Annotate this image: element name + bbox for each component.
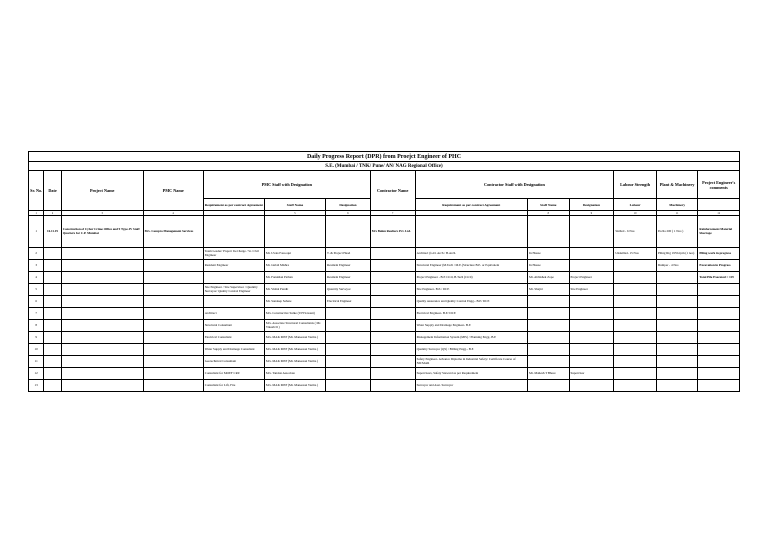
- sr-no-cell: 13: [29, 380, 44, 392]
- sr-no-cell: 2: [29, 248, 44, 260]
- labour-cell: Skilled - 6 Nos: [614, 216, 657, 248]
- table-row: [29, 248, 740, 260]
- pmc-requirement-cell: Architect: [203, 308, 264, 320]
- column-index-cell: 10: [614, 211, 657, 216]
- contractor-designation-cell: [569, 344, 614, 356]
- header-machinery: Machinery: [656, 199, 698, 211]
- contractor-name-cell: [370, 260, 415, 272]
- pmc-name-cell: [143, 260, 203, 272]
- date-cell: [44, 248, 61, 260]
- header-blank: [698, 199, 740, 211]
- contractor-designation-cell: [569, 380, 614, 392]
- column-index-cell: 12: [698, 211, 740, 216]
- column-index-cell: 8: [528, 211, 570, 216]
- column-index-cell: 4: [143, 211, 203, 216]
- labour-cell: [614, 260, 657, 272]
- contractor-staff-name-cell: [528, 380, 570, 392]
- contractor-staff-name-cell: In House: [528, 260, 570, 272]
- report-subtitle: S.E. (Mumbai / TNK/ Pune/ AN/ NAG Regional Office): [29, 162, 740, 171]
- contractor-name-cell: [370, 320, 415, 332]
- project-name-cell: [61, 344, 143, 356]
- labour-cell: [614, 368, 657, 380]
- contractor-requirement-cell: Quantity Surveyor (QS) / Billing Engg.- B.E: [415, 344, 527, 356]
- pmc-designation-cell: Electrical Engineer: [326, 296, 371, 308]
- date-cell: [44, 320, 61, 332]
- pmc-name-cell: [143, 344, 203, 356]
- pmc-designation-cell: [326, 320, 371, 332]
- machinery-cell: [656, 272, 698, 284]
- contractor-staff-name-cell: In House: [528, 248, 570, 260]
- header-contractor-staff: Contractor Staff with Designation: [415, 171, 614, 199]
- project-name-cell: [61, 260, 143, 272]
- pmc-designation-cell: [326, 356, 371, 368]
- header-designation-contractor: Designation: [569, 199, 614, 211]
- header-project-name: Project Name: [61, 171, 143, 211]
- pmc-designation-cell: T. & Project Head: [326, 248, 371, 260]
- sr-no-cell: 10: [29, 344, 44, 356]
- pmc-name-cell: [143, 368, 203, 380]
- contractor-staff-name-cell: Mr. Abhishek Zope: [528, 272, 570, 284]
- contractor-requirement-cell: Water Supply and Drainage Engineer- B.E: [415, 320, 527, 332]
- date-cell: [44, 284, 61, 296]
- column-index-cell: 5: [264, 211, 325, 216]
- table-row: [29, 380, 740, 392]
- labour-cell: [614, 344, 657, 356]
- pe-comments-cell: [698, 356, 740, 368]
- column-index-cell: 3: [61, 211, 143, 216]
- header-sr-no: Sr. No.: [29, 171, 44, 211]
- table-row: [29, 368, 740, 380]
- contractor-designation-cell: [569, 260, 614, 272]
- contractor-requirement-cell: Management Information System (MIS) / Planning Engg- B.E: [415, 332, 527, 344]
- pe-comments-cell: Excavation in Progress: [698, 260, 740, 272]
- pe-comments-cell: [698, 344, 740, 356]
- pmc-designation-cell: [326, 216, 371, 248]
- contractor-name-cell: [370, 272, 415, 284]
- sr-no-cell: 11: [29, 356, 44, 368]
- project-name-cell: [61, 356, 143, 368]
- contractor-name-cell: [370, 356, 415, 368]
- date-cell: [44, 260, 61, 272]
- project-name-cell: [61, 308, 143, 320]
- pe-comments-cell: Total Pile Executed = 119: [698, 272, 740, 284]
- machinery-cell: [656, 320, 698, 332]
- machinery-cell: [656, 368, 698, 380]
- pe-comments-cell: [698, 380, 740, 392]
- header-pe-comments: Project Engineer's comments: [698, 171, 740, 199]
- contractor-name-cell: [370, 308, 415, 320]
- pmc-staff-name-cell: M/s. MAK MEP (Mr. Maneesan Varma ): [264, 344, 325, 356]
- pe-comments-cell: [698, 296, 740, 308]
- header-req-agreement-contractor: Requirement as per contract Agreement: [415, 199, 527, 211]
- pmc-staff-name-cell: M/s. Tandon Associate: [264, 368, 325, 380]
- contractor-requirement-cell: [415, 216, 527, 248]
- contractor-designation-cell: [569, 332, 614, 344]
- pmc-requirement-cell: Resident Engineer: [203, 260, 264, 272]
- sr-no-cell: 1: [29, 216, 44, 248]
- pmc-name-cell: [143, 308, 203, 320]
- contractor-staff-name-cell: [528, 296, 570, 308]
- pmc-requirement-cell: Water Supply and Drainage Consultant: [203, 344, 264, 356]
- date-cell: [44, 344, 61, 356]
- pmc-designation-cell: [326, 344, 371, 356]
- contractor-designation-cell: Site Engineer: [569, 284, 614, 296]
- date-cell: [44, 332, 61, 344]
- pe-comments-cell: [698, 308, 740, 320]
- pmc-designation-cell: [326, 308, 371, 320]
- labour-cell: Unskilled- 15 Nos: [614, 248, 657, 260]
- contractor-staff-name-cell: Mr. Shajid: [528, 284, 570, 296]
- column-index-cell: 7: [370, 211, 415, 216]
- contractor-staff-name-cell: [528, 344, 570, 356]
- contractor-name-cell: [370, 284, 415, 296]
- column-index-cell: 11: [656, 211, 698, 216]
- labour-cell: [614, 356, 657, 368]
- dpr-table: [28, 151, 740, 392]
- contractor-designation-cell: Project Engineer: [569, 272, 614, 284]
- contractor-requirement-cell: Site Engineer- B.E./ DCE: [415, 284, 527, 296]
- machinery-cell: [656, 380, 698, 392]
- contractor-requirement-cell: Architect (G.D. Arch / B.Arch.: [415, 248, 527, 260]
- sr-no-cell: 4: [29, 272, 44, 284]
- contractor-designation-cell: [569, 356, 614, 368]
- pmc-staff-name-cell: Mr. Vishal Pandit: [264, 284, 325, 296]
- contractor-designation-cell: [569, 308, 614, 320]
- table-row: [29, 320, 740, 332]
- contractor-designation-cell: [569, 248, 614, 260]
- contractor-designation-cell: [569, 320, 614, 332]
- machinery-cell: Piling Rig 1955crpm (1 nos): [656, 248, 698, 260]
- project-name-cell: [61, 296, 143, 308]
- pmc-staff-name-cell: Mr. Farukhan Pathan: [264, 272, 325, 284]
- sr-no-cell: 3: [29, 260, 44, 272]
- pmc-name-cell: [143, 296, 203, 308]
- pmc-name-cell: [143, 284, 203, 296]
- pmc-requirement-cell: [203, 216, 264, 248]
- labour-cell: [614, 272, 657, 284]
- contractor-designation-cell: [569, 216, 614, 248]
- project-name-cell: Construction of Cyber Crime Office and 9 Type-IV Staff Quarters for C.P. Mumbai: [61, 216, 143, 248]
- table-row: [29, 216, 740, 248]
- column-index-cell: 2: [44, 211, 61, 216]
- table-row: [29, 356, 740, 368]
- project-name-cell: [61, 320, 143, 332]
- date-cell: [44, 308, 61, 320]
- contractor-requirement-cell: Electrical Engineer- B.E/ DCE: [415, 308, 527, 320]
- pmc-requirement-cell: Team Leader/ Project In-Charge / Sr. Civil Engineer: [203, 248, 264, 260]
- pmc-staff-name-cell: M/s. MAK MEP (Mr. Maneesan Varma ): [264, 380, 325, 392]
- pmc-name-cell: [143, 248, 203, 260]
- project-name-cell: [61, 332, 143, 344]
- sr-no-cell: 7: [29, 308, 44, 320]
- pmc-designation-cell: [326, 332, 371, 344]
- contractor-designation-cell: [569, 296, 614, 308]
- labour-cell: [614, 380, 657, 392]
- machinery-cell: [656, 284, 698, 296]
- contractor-name-cell: [370, 248, 415, 260]
- project-name-cell: [61, 272, 143, 284]
- column-index-cell: 9: [569, 211, 614, 216]
- contractor-staff-name-cell: [528, 356, 570, 368]
- pmc-designation-cell: Resident Engineer: [326, 260, 371, 272]
- pmc-name-cell: M/s. Compro Management Services: [143, 216, 203, 248]
- sr-no-cell: 12: [29, 368, 44, 380]
- pmc-designation-cell: Resident Engineer: [326, 272, 371, 284]
- table-row: [29, 260, 740, 272]
- sr-no-cell: 6: [29, 296, 44, 308]
- contractor-requirement-cell: Surveyor and Asst. Surveyor: [415, 380, 527, 392]
- contractor-staff-name-cell: [528, 308, 570, 320]
- header-staff-name-contractor: Staff Name: [528, 199, 570, 211]
- pe-comments-cell: [698, 284, 740, 296]
- table-row: [29, 332, 740, 344]
- contractor-staff-name-cell: [528, 216, 570, 248]
- contractor-name-cell: [370, 344, 415, 356]
- header-designation: Designation: [326, 199, 371, 211]
- pmc-name-cell: [143, 272, 203, 284]
- column-index-cell: 1: [29, 211, 44, 216]
- header-req-agreement: Requirement as per contract Agreement: [203, 199, 264, 211]
- project-name-cell: [61, 284, 143, 296]
- pe-comments-cell: Piling work in progress: [698, 248, 740, 260]
- pmc-staff-name-cell: M/s. MAK MEP (Mr. Maneesan Varma ): [264, 332, 325, 344]
- pe-comments-cell: [698, 320, 740, 332]
- table-row: [29, 284, 740, 296]
- machinery-cell: [656, 332, 698, 344]
- machinery-cell: [656, 296, 698, 308]
- contractor-staff-name-cell: [528, 320, 570, 332]
- pe-comments-cell: Reinforcement Material Shortage: [698, 216, 740, 248]
- report-title: Daily Progress Report (DPR) from Proejct Engineer of PHC: [29, 152, 740, 162]
- pe-comments-cell: [698, 368, 740, 380]
- labour-cell: [614, 332, 657, 344]
- contractor-requirement-cell: Supervisors, Safety Steward as per Requirement: [415, 368, 527, 380]
- machinery-cell: [656, 356, 698, 368]
- pmc-designation-cell: [326, 380, 371, 392]
- machinery-cell: Dumper - 4 Nos: [656, 260, 698, 272]
- contractor-requirement-cell: Structural Engineer (M.Tech / M.E.(Structure B.E. or Equivalent: [415, 260, 527, 272]
- date-cell: 16.11.19: [44, 216, 61, 248]
- pmc-staff-name-cell: Mr. Sandeep Sahare: [264, 296, 325, 308]
- header-contractor-name: Contractor Name: [370, 171, 415, 211]
- date-cell: [44, 296, 61, 308]
- project-name-cell: [61, 380, 143, 392]
- header-labour-strength: Labour Strength: [614, 171, 657, 199]
- project-name-cell: [61, 248, 143, 260]
- contractor-name-cell: [370, 368, 415, 380]
- pmc-staff-name-cell: M/s. MAK MEP (Mr. Maneesan Varma ): [264, 356, 325, 368]
- pmc-designation-cell: Quantity Surveyor: [326, 284, 371, 296]
- pmc-name-cell: [143, 332, 203, 344]
- pmc-requirement-cell: Geotechnical Consultant: [203, 356, 264, 368]
- table-row: [29, 272, 740, 284]
- contractor-staff-name-cell: Mr. Mahesh T Bhore: [528, 368, 570, 380]
- contractor-name-cell: [370, 380, 415, 392]
- pmc-staff-name-cell: Mr. Uvais Farooqui: [264, 248, 325, 260]
- labour-cell: [614, 308, 657, 320]
- pmc-requirement-cell: Consultant for Lift, Fire: [203, 380, 264, 392]
- labour-cell: [614, 320, 657, 332]
- project-name-cell: [61, 368, 143, 380]
- pmc-name-cell: [143, 356, 203, 368]
- pmc-name-cell: [143, 320, 203, 332]
- pmc-requirement-cell: [203, 296, 264, 308]
- pmc-staff-name-cell: [264, 216, 325, 248]
- sr-no-cell: 9: [29, 332, 44, 344]
- pmc-staff-name-cell: M/s. Constructive Sulke (V.H Sawant): [264, 308, 325, 320]
- contractor-requirement-cell: Safety Engineer- Advance Diploma in Industrial Safety/ Certificate Course of NICMAR: [415, 356, 527, 368]
- table-row: [29, 296, 740, 308]
- machinery-cell: Pocha 200 ( 1 Nos ): [656, 216, 698, 248]
- contractor-designation-cell: Supervisor: [569, 368, 614, 380]
- labour-cell: [614, 284, 657, 296]
- pe-comments-cell: [698, 332, 740, 344]
- date-cell: [44, 356, 61, 368]
- pmc-designation-cell: [326, 368, 371, 380]
- pmc-requirement-cell: Site Engineer / Site Supervisor / Quantity Surveyor/ Quality Control Engineer: [203, 284, 264, 296]
- header-pmc-staff: PMC Staff with Designation: [203, 171, 370, 199]
- contractor-name-cell: [370, 296, 415, 308]
- pmc-name-cell: [143, 380, 203, 392]
- labour-cell: [614, 296, 657, 308]
- contractor-staff-name-cell: [528, 332, 570, 344]
- date-cell: [44, 272, 61, 284]
- header-plant-machinery: Plant & Machinery: [656, 171, 698, 199]
- pmc-staff-name-cell: Mr. Girish Mishra: [264, 260, 325, 272]
- sr-no-cell: 5: [29, 284, 44, 296]
- pmc-requirement-cell: Consultant for MOEF CRZ: [203, 368, 264, 380]
- machinery-cell: [656, 344, 698, 356]
- contractor-name-cell: M/s Balun Realtors Pvt. Ltd.: [370, 216, 415, 248]
- pmc-requirement-cell: [203, 272, 264, 284]
- sr-no-cell: 8: [29, 320, 44, 332]
- header-staff-name: Staff Name: [264, 199, 325, 211]
- date-cell: [44, 368, 61, 380]
- pmc-requirement-cell: Structural Consultant: [203, 320, 264, 332]
- pmc-staff-name-cell: M/s. Associate Structural Consultants ( Mr. Vikash D ): [264, 320, 325, 332]
- machinery-cell: [656, 308, 698, 320]
- header-date: Date: [44, 171, 61, 211]
- contractor-requirement-cell: Project Engineer - B.E Civil, B.Tech (Civil): [415, 272, 527, 284]
- contractor-requirement-cell: Quality Assurance and Quality Control Engg.- B.E/ DCE: [415, 296, 527, 308]
- table-row: [29, 344, 740, 356]
- header-pmc-name: PMC Name: [143, 171, 203, 211]
- header-labour: Labour: [614, 199, 657, 211]
- column-index-cell: 6: [326, 211, 371, 216]
- table-row: [29, 308, 740, 320]
- date-cell: [44, 380, 61, 392]
- contractor-name-cell: [370, 332, 415, 344]
- pmc-requirement-cell: Electrical Consultant: [203, 332, 264, 344]
